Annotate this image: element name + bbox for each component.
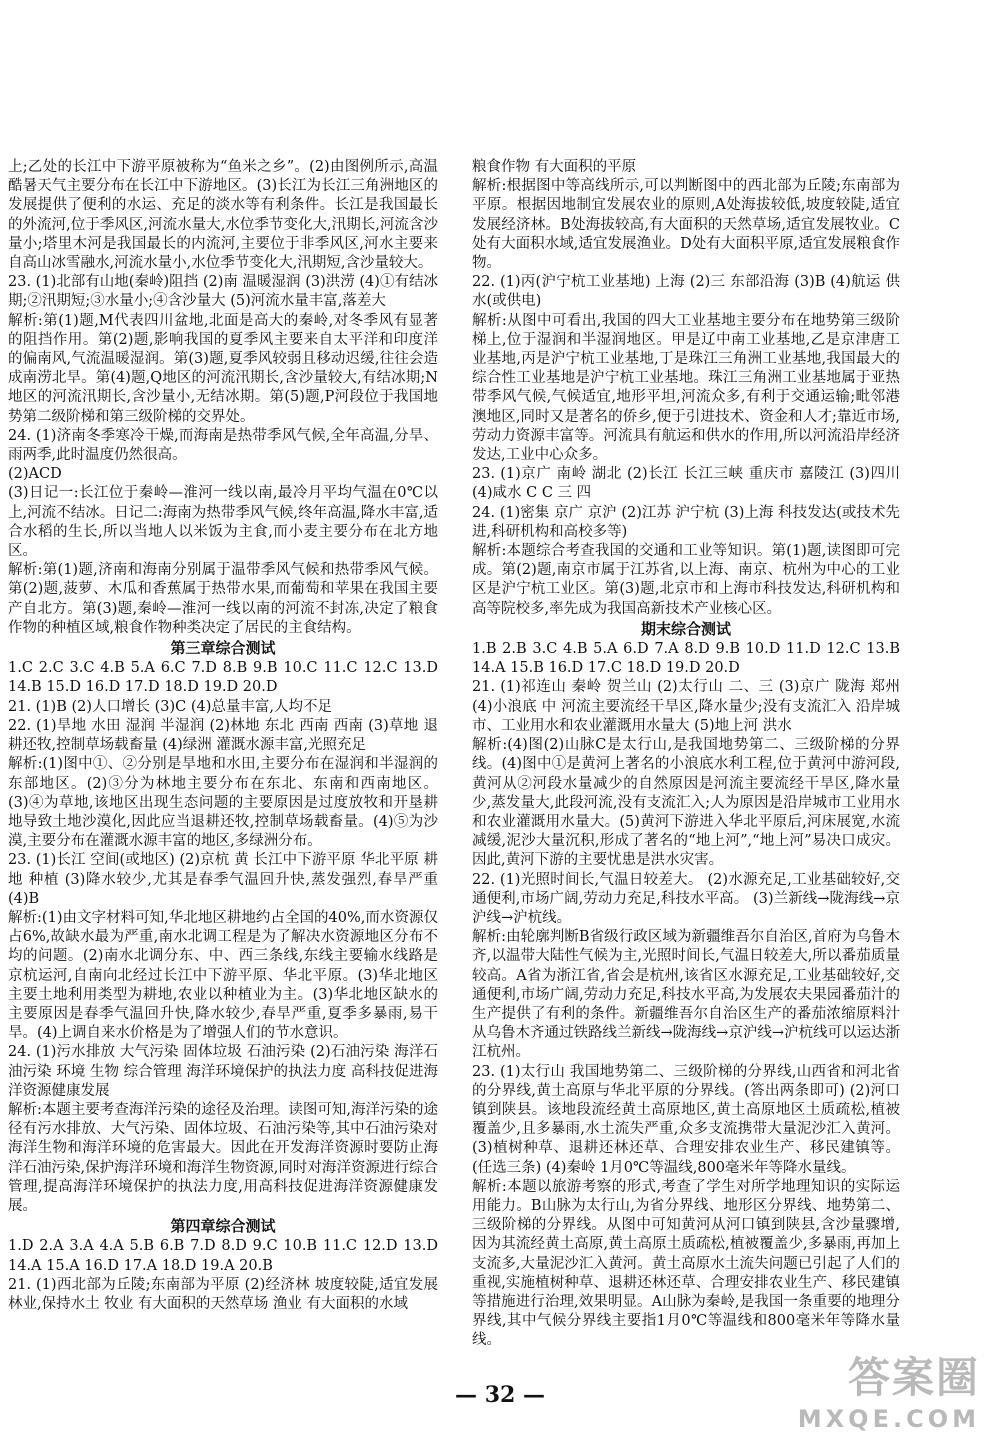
answer-paragraph: 1.D 2.A 3.A 4.A 5.B 6.B 7.D 8.D 9.C 10.B 11.C 12.D 13.D 14.A 15.A 16.D 17.A 18.D 19.A 20.B (8, 1238, 443, 1274)
watermark-line1: 答案圈 (847, 1353, 980, 1402)
answer-paragraph: 22. (1)丙(沪宁杭工业基地) 上海 (2)三 东部沿海 (3)B (4)航运 供水(或供电) (472, 274, 900, 310)
answer-paragraph: 粮食作物 有大面积的平原 (472, 159, 637, 175)
answer-paragraph: 解析:根据图中等高线所示,可以判断图中的西北部为丘陵;东南部为平原。根据因地制宜发展农业的原则,A处海拔较低,坡度较陡,适宜发展经济林。B处海拔较高,有大面积的天然草场,适宜发展牧业。C处有大面积水域,适宜发展渔业。D处有大面积平原,适宜发展粮食作物。 (472, 178, 900, 272)
answer-paragraph: 解析:从图中可看出,我国的四大工业基地主要分布在地势第三级阶梯上,位于湿润和半湿润地区。甲是辽中南工业基地,乙是京津唐工业基地,丙是沪宁杭工业基地,丁是珠江三角洲工业基地,我国最大的综合性工业基地是沪宁杭工业基地。珠江三角洲工业基地属于亚热带季风气候,气候适宜,地形平坦,河流众多,有利于交通运输;毗邻港澳地区,同时又是著名的侨乡,便于引进技术、资金和人才;靠近市场,劳动力资源丰富等。河流具有航运和供水的作用,所以河流沿岸经济发达,工业中心众多。 (472, 312, 900, 464)
answer-paragraph: 22. (1)旱地 水田 湿润 半湿润 (2)林地 东北 西南 西南 (3)草地 退耕还牧,控制草场载畜量 (4)绿洲 灌溉水源丰富,光照充足 (8, 717, 438, 754)
answer-paragraph: 1.B 2.B 3.C 4.B 5.A 6.D 7.A 8.D 9.B 10.D 11.D 12.C 13.B 14.A 15.B 16.D 17.C 18.D 19.D 20.D (472, 641, 905, 677)
answer-paragraph: 解析:本题主要考查海洋污染的途径及治理。读图可知,海洋污染的途径有污水排放、大气污染、固体垃圾、石油污染等,其中石油污染对海洋生物和海洋环境的危害最大。因此在开发海洋资源时要防止海洋石油污染,保护海洋环境和海洋生物资源,同时对海洋资源进行综合管理,提高海洋环境保护的执法力度,用高科技促进海洋资源健康发展。 (8, 1101, 438, 1214)
answer-paragraph: 1.C 2.C 3.C 4.B 5.A 6.C 7.D 8.B 9.B 10.C 11.C 12.C 13.D 14.B 15.D 16.D 17.D 18.D 19.D 20.D (8, 660, 443, 696)
right-column (472, 158, 905, 1351)
section-heading: 期末综合测试 (640, 619, 731, 638)
answer-paragraph: 21. (1)B (2)人口增长 (3)C (4)总量丰富,人均不足 (8, 698, 333, 715)
answer-paragraph: 解析:(4)图(2)山脉C是太行山,是我国地势第二、三级阶梯的分界线。(4)图中①是黄河上著名的小浪底水利工程,位于黄河中游河段,黄河从②河段水量减少的自然原因是河流主要流经干旱区,降水量少,蒸发量大,此段河流,没有支流汇入;人为原因是沿岸城市工业用水和农业灌溉用水量大。(5)黄河下游进入华北平原后,河床展宽,水流减缓,泥沙大量沉积,形成了著名的“地上河”,“地上河”易决口成灾。因此,黄河下游的主要忧患是洪水灾害。 (472, 737, 900, 869)
answer-paragraph: 解析:本题以旅游考察的形式,考查了学生对所学地理知识的实际运用能力。B山脉为太行山,为省分界线、地形区分界线、地势第二、三级阶梯的分界线。从图中可知黄河从河口镇到陕县,含沙量骤增,因为其流经黄土高原,黄土高原土质疏松,植被覆盖少,多暴雨,再加上支流多,大量泥沙汇入黄河。黄土高原水土流失问题已引起了人们的重视,实施植树种草、退耕还林还草、合理安排农业生产、移民建镇等措施进行治理,效果明显。A山脉为秦岭,是我国一条重要的地理分界线,其中气候分界线主要指1月0℃等温线和800毫米年等降水量线。 (472, 1178, 900, 1349)
answer-paragraph: 21. (1)西北部为丘陵;东南部为平原 (2)经济林 坡度较陡,适宜发展林业,保持水土 牧业 有大面积的天然草场 渔业 有大面积的水域 (8, 1276, 438, 1312)
answer-paragraph: (2)ACD (8, 466, 62, 483)
answer-paragraph: 解析:本题综合考查我国的交通和工业等知识。第(1)题,读图即可完成。第(2)题,南京市属于江苏省,以上海、南京、杭州为中心的工业区是沪宁杭工业区。第(3)题,北京市和上海市科技发达,科研机构和高等院校多,率先成为我国高新技术产业核心区。 (472, 543, 900, 617)
answer-paragraph: 24. (1)污水排放 大气污染 固体垃圾 石油污染 (2)石油污染 海洋石油污染 环境 生物 综合管理 海洋环境保护的执法力度 高科技促进海洋资源健康发展 (8, 1044, 438, 1099)
section-heading: 第三章综合测试 (170, 639, 276, 658)
answer-paragraph: 上;乙处的长江中下游平原被称为“鱼米之乡”。(2)由图例所示,高温酷暑天气主要分布在长江中下游地区。(3)长江为长江三角洲地区的发展提供了便利的水运、充足的淡水等有利条件。长江是我国最长的外流河,位于季风区,河流水量大,水位季节变化大,汛期长,河流含沙量小;塔里木河是我国最长的内流河,主要位于非季风区,河水主要来自高山冰雪融水,河流水量小,水位季节变化大,汛期短,含沙量较大。 (8, 159, 438, 272)
answer-paragraph: 解析:第(1)题,M代表四川盆地,北面是高大的秦岭,对冬季风有显著的阻挡作用。第(2)题,影响我国的夏季风主要来自太平洋和印度洋的偏南风,气流温暖湿润。第(3)题,夏季风较弱且移动迟缓,往往会造成南涝北旱。第(4)题,Q地区的河流汛期长,含沙量较大,有结冰期;N地区的河流汛期长,含沙量小,无结冰期。第(5)题,P河段位于我国地势第二级阶梯和第三级阶梯的交界处。 (8, 312, 438, 425)
page-number: — 32 — (455, 1382, 545, 1408)
answer-paragraph: 23. (1)太行山 我国地势第二、三级阶梯的分界线,山西省和河北省的分界线,黄土高原与华北平原的分界线。(答出两条即可) (2)河口镇到陕县。该地段流经黄土高原地区,黄土高原地区土质疏松,植被覆盖少,且多暴雨,水土流失严重,众多支流携带大量泥沙汇入黄河。 (3)植树种草、退耕还林还草、合理安排农业生产、移民建镇等。(任选三条) (4)秦岭 1月0℃等温线,800毫米年等降水量线。 (472, 1063, 905, 1176)
answer-paragraph: 23. (1)京广 南岭 湖北 (2)长江 长江三峡 重庆市 嘉陵江 (3)四川 (4)咸水 C C 三 四 (472, 466, 905, 502)
answer-paragraph: 23. (1)长江 空间(或地区) (2)京杭 黄 长江中下游平原 华北平原 耕地 种植 (3)降水较少,尤其是春季气温回升快,蒸发强烈,春旱严重 (4)B (8, 852, 443, 907)
answer-paragraph: (3)日记一:长江位于秦岭—淮河一线以南,最冷月平均气温在0℃以上,河流不结冰。日记二:海南为热带季风气候,终年高温,降水丰富,适合水稻的生长,所以当地人以米饭为主食,而小麦主要分布在北方地区。 (8, 485, 438, 560)
watermark-line2: MXQE.COM (797, 1405, 980, 1433)
answer-paragraph: 24. (1)济南冬季寒冷干燥,而海南是热带季风气候,全年高温,分旱、雨两季,此时温度仍然很高。 (8, 427, 438, 464)
section-heading: 第四章综合测试 (170, 1217, 276, 1236)
answer-paragraph: 23. (1)北部有山地(秦岭)阻挡 (2)南 温暖湿润 (3)洪涝 (4)①有结冰期;②汛期短;③水量小;④含沙量大 (5)河流水量丰富,落差大 (8, 274, 438, 310)
answer-paragraph: 解析:(1)由文字材料可知,华北地区耕地约占全国的40%,而水资源仅占6%,故缺水最为严重,南水北调工程是为了解决水资源地区分布不均的问题。(2)南水北调分东、中、西三条线,东线主要输水线路是京杭运河,自南向北经过长江中下游平原、华北平原。(3)华北地区主要土地利用类型为耕地,农业以种植业为主。(3)华北地区缺水的主要原因是春季气温回升快,降水较少,春旱严重,夏季多暴雨,易干旱。(4)上调自来水价格是为了增强人们的节水意识。 (8, 909, 438, 1042)
answer-paragraph: 24. (1)密集 京广 京沪 (2)江苏 沪宁杭 (3)上海 科技发达(或技术先进,科研机构和高校多等) (472, 504, 900, 540)
answer-paragraph: 解析:(1)图中①、②分别是旱地和水田,主要分布在湿润和半湿润的东部地区。(2)③分为林地主要分布在东北、东南和西南地区。(3)④为草地,该地区出现生态问题的主要原因是过度放牧和开垦耕地导致土地沙漠化,因此应当退耕还牧,控制草场载畜量。(4)⑤为沙漠,主要分布在灌溉水源丰富的地区,多绿洲分布。 (8, 756, 438, 850)
answer-paragraph: 解析:第(1)题,济南和海南分别属于温带季风气候和热带季风气候。第(2)题,菠萝、木瓜和香蕉属于热带水果,而葡萄和苹果在我国主要产自北方。第(3)题,秦岭—淮河一线以南的河流不封冻,决定了粮食作物的种植区域,粮食作物种类决定了居民的主食结构。 (8, 562, 438, 636)
left-column (8, 158, 443, 1314)
answer-paragraph: 22. (1)光照时间长,气温日较差大。 (2)水源充足,工业基础较好,交通便利,市场广阔,劳动力充足,科技水平高。 (3)兰新线→陇海线→京沪线→沪杭线。 (472, 871, 900, 926)
answer-paragraph: 21. (1)祁连山 秦岭 贺兰山 (2)太行山 二、三 (3)京广 陇海 郑州 (4)小浪底 中 河流主要流经干旱区,降水量少;没有支流汇入 沿岸城市、工业用水和农业灌溉用水量大 (5)地上河 洪水 (472, 679, 905, 734)
watermark-logo (798, 1345, 980, 1433)
answer-paragraph: 解析:由轮廓判断B省级行政区域为新疆维吾尔自治区,首府为乌鲁木齐,以温带大陆性气候为主,光照时间长,气温日较差大,所以番茄质量较高。A省为浙江省,省会是杭州,该省区水源充足,工业基础较好,交通便利,市场广阔,劳动力充足,科技水平高,为发展农夫果园番茄汁的生产提供了有利的条件。新疆维吾尔自治区生产的番茄浓缩原料汁从乌鲁木齐通过铁路线兰新线→陇海线→京沪线→沪杭线可以运达浙江杭州。 (472, 929, 900, 1061)
